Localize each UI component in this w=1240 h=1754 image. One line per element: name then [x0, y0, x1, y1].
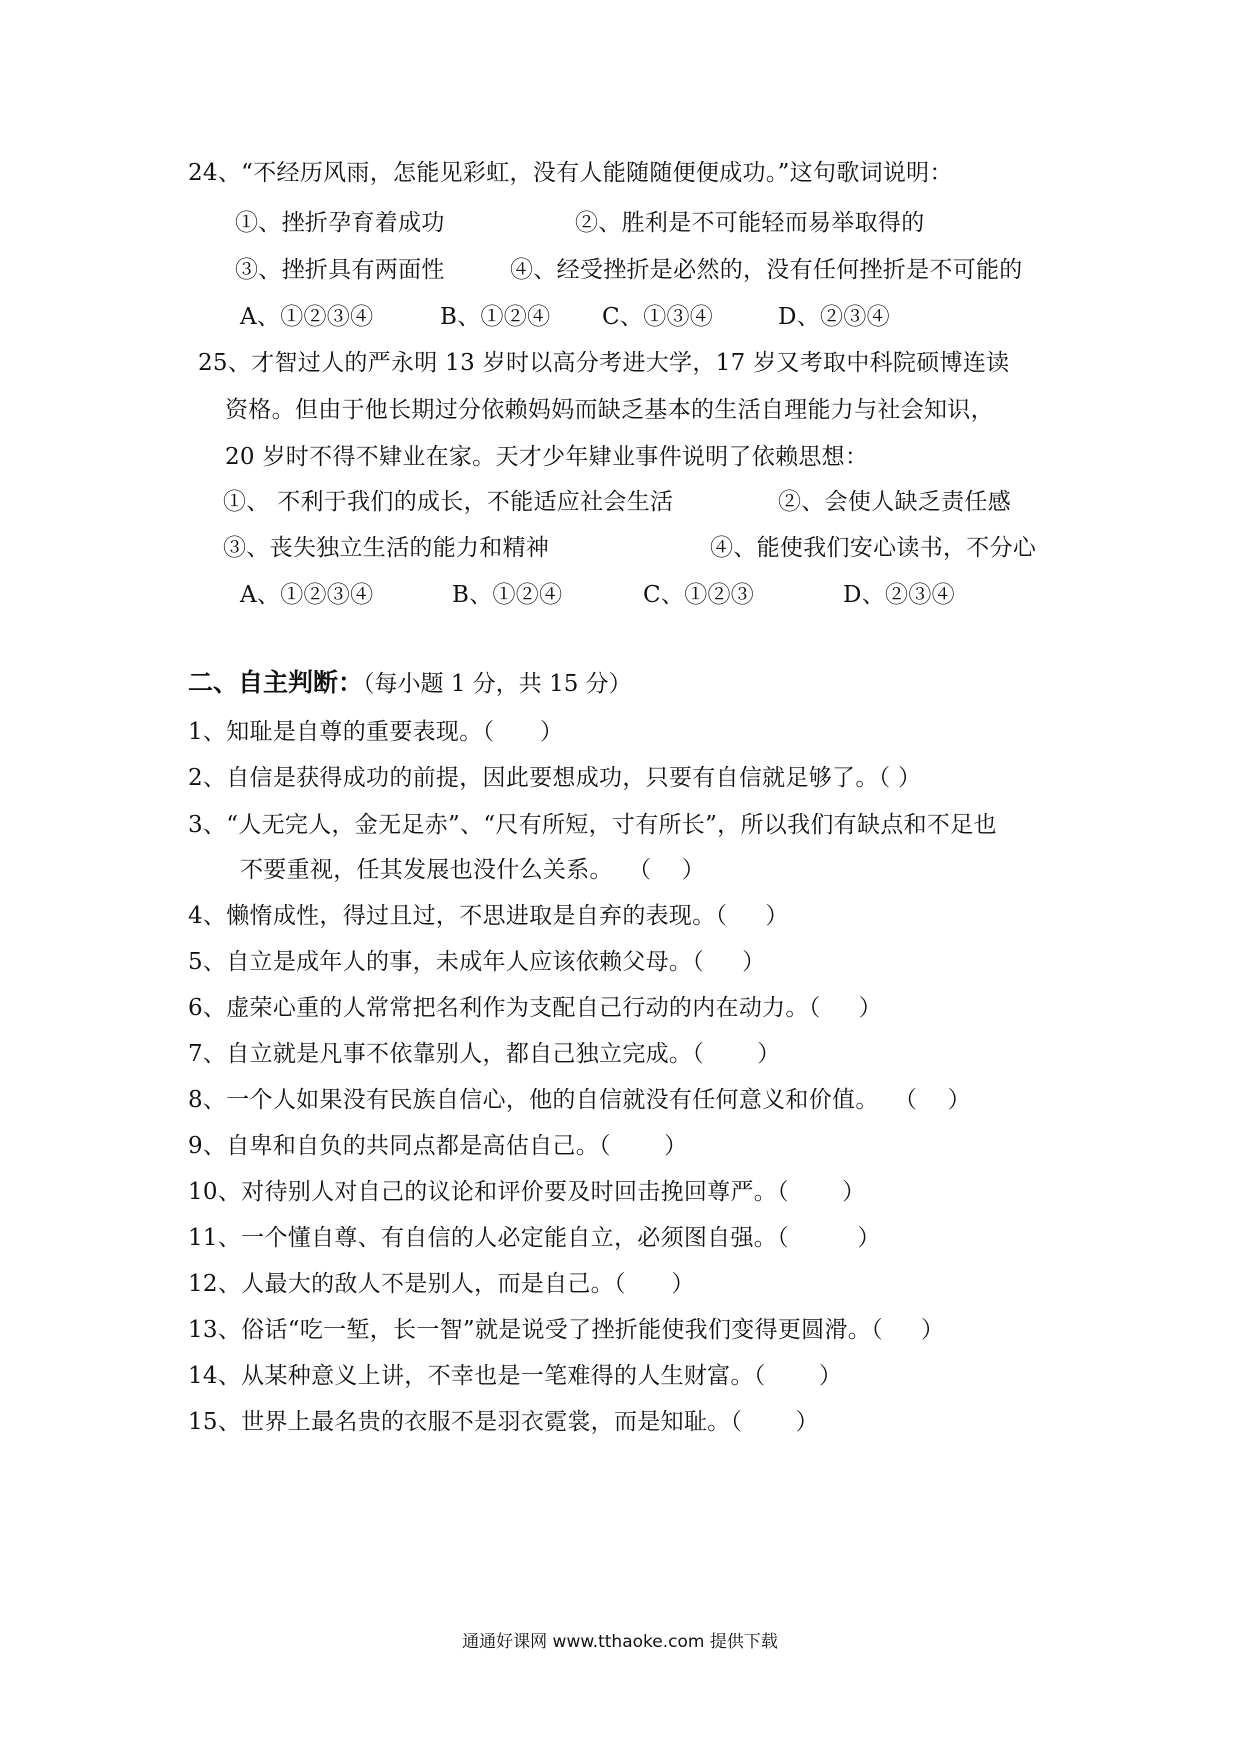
- judgment-item-continuation: 不要重视，任其发展也没什么关系。 （ ）: [240, 857, 706, 883]
- section-2-score-note: （每小题 1 分，共 15 分）: [363, 671, 632, 697]
- q25-statement-4: ④、能使我们安心读书，不分心: [710, 535, 1037, 561]
- judgment-item: 6、虚荣心重的人常常把名利作为支配自己行动的内在动力。（ ）: [188, 995, 882, 1021]
- section-2-heading: [188, 668, 632, 699]
- q24-option-d: D、②③④: [778, 304, 890, 330]
- q24-option-c: C、①③④: [602, 304, 714, 330]
- section-2-title: 二、自主判断：: [188, 668, 364, 697]
- judgment-item: 2、自信是获得成功的前提，因此要想成功，只要有自信就足够了。（ ）: [188, 765, 922, 791]
- q24-option-a: A、①②③④: [240, 304, 374, 330]
- judgment-item: 4、懒惰成性，得过且过，不思进取是自弃的表现。（ ）: [188, 903, 789, 929]
- q24-statement-3: ③、挫折具有两面性: [235, 257, 445, 283]
- q24-statement-4: ④、经受挫折是必然的，没有任何挫折是不可能的: [510, 257, 1023, 283]
- q25-statement-2: ②、会使人缺乏责任感: [778, 489, 1011, 515]
- q25-option-a: A、①②③④: [240, 582, 374, 608]
- judgment-item: 14、从某种意义上讲，不幸也是一笔难得的人生财富。（ ）: [188, 1363, 843, 1389]
- q25-stem-line-1: 25、才智过人的严永明 13 岁时以高分考进大学，17 岁又考取中科院硕博连读: [198, 350, 1010, 376]
- judgment-item: 13、俗话“吃一堑，长一智”就是说受了挫折能使我们变得更圆滑。（ ）: [188, 1317, 945, 1343]
- judgment-item: 9、自卑和自负的共同点都是高估自己。（ ）: [188, 1133, 688, 1159]
- q25-option-b: B、①②④: [452, 582, 563, 608]
- judgment-item: 8、一个人如果没有民族自信心，他的自信就没有任何意义和价值。 （ ）: [188, 1087, 971, 1113]
- q25-statement-1: ①、 不利于我们的成长，不能适应社会生活: [223, 489, 674, 515]
- judgment-item: 12、人最大的敌人不是别人，而是自己。（ ）: [188, 1271, 695, 1297]
- judgment-item: 15、世界上最名贵的衣服不是羽衣霓裳，而是知耻。（ ）: [188, 1409, 819, 1435]
- q25-statement-3: ③、丧失独立生活的能力和精神: [223, 535, 550, 561]
- judgment-item: 5、自立是成年人的事，未成年人应该依赖父母。（ ）: [188, 949, 766, 975]
- footer-download-credit: 通通好课网 www.tthaoke.com 提供下载: [462, 1632, 778, 1652]
- q24-option-b: B、①②④: [440, 304, 551, 330]
- judgment-item: 10、对待别人对自己的议论和评价要及时回击挽回尊严。（ ）: [188, 1179, 866, 1205]
- judgment-item: 11、一个懂自尊、有自信的人必定能自立，必须图自强。（ ）: [188, 1225, 881, 1251]
- judgment-item: 3、“人无完人，金无足赤”、“尺有所短，寸有所长”，所以我们有缺点和不足也: [188, 812, 997, 838]
- q25-stem-line-3: 20 岁时不得不肄业在家。天才少年肄业事件说明了依赖思想：: [225, 444, 869, 470]
- q25-option-d: D、②③④: [843, 582, 955, 608]
- q24-statement-1: ①、挫折孕育着成功: [235, 210, 445, 236]
- q24-statement-2: ②、胜利是不可能轻而易举取得的: [575, 210, 925, 236]
- q25-stem-line-2: 资格。但由于他长期过分依赖妈妈而缺乏基本的生活自理能力与社会知识，: [225, 397, 994, 423]
- q25-option-c: C、①②③: [643, 582, 755, 608]
- judgment-item: 7、自立就是凡事不依靠别人，都自己独立完成。（ ）: [188, 1041, 781, 1067]
- judgment-item: 1、知耻是自尊的重要表现。（ ）: [188, 719, 564, 745]
- q24-stem: 24、“不经历风雨，怎能见彩虹，没有人能随随便便成功。”这句歌词说明：: [188, 160, 953, 186]
